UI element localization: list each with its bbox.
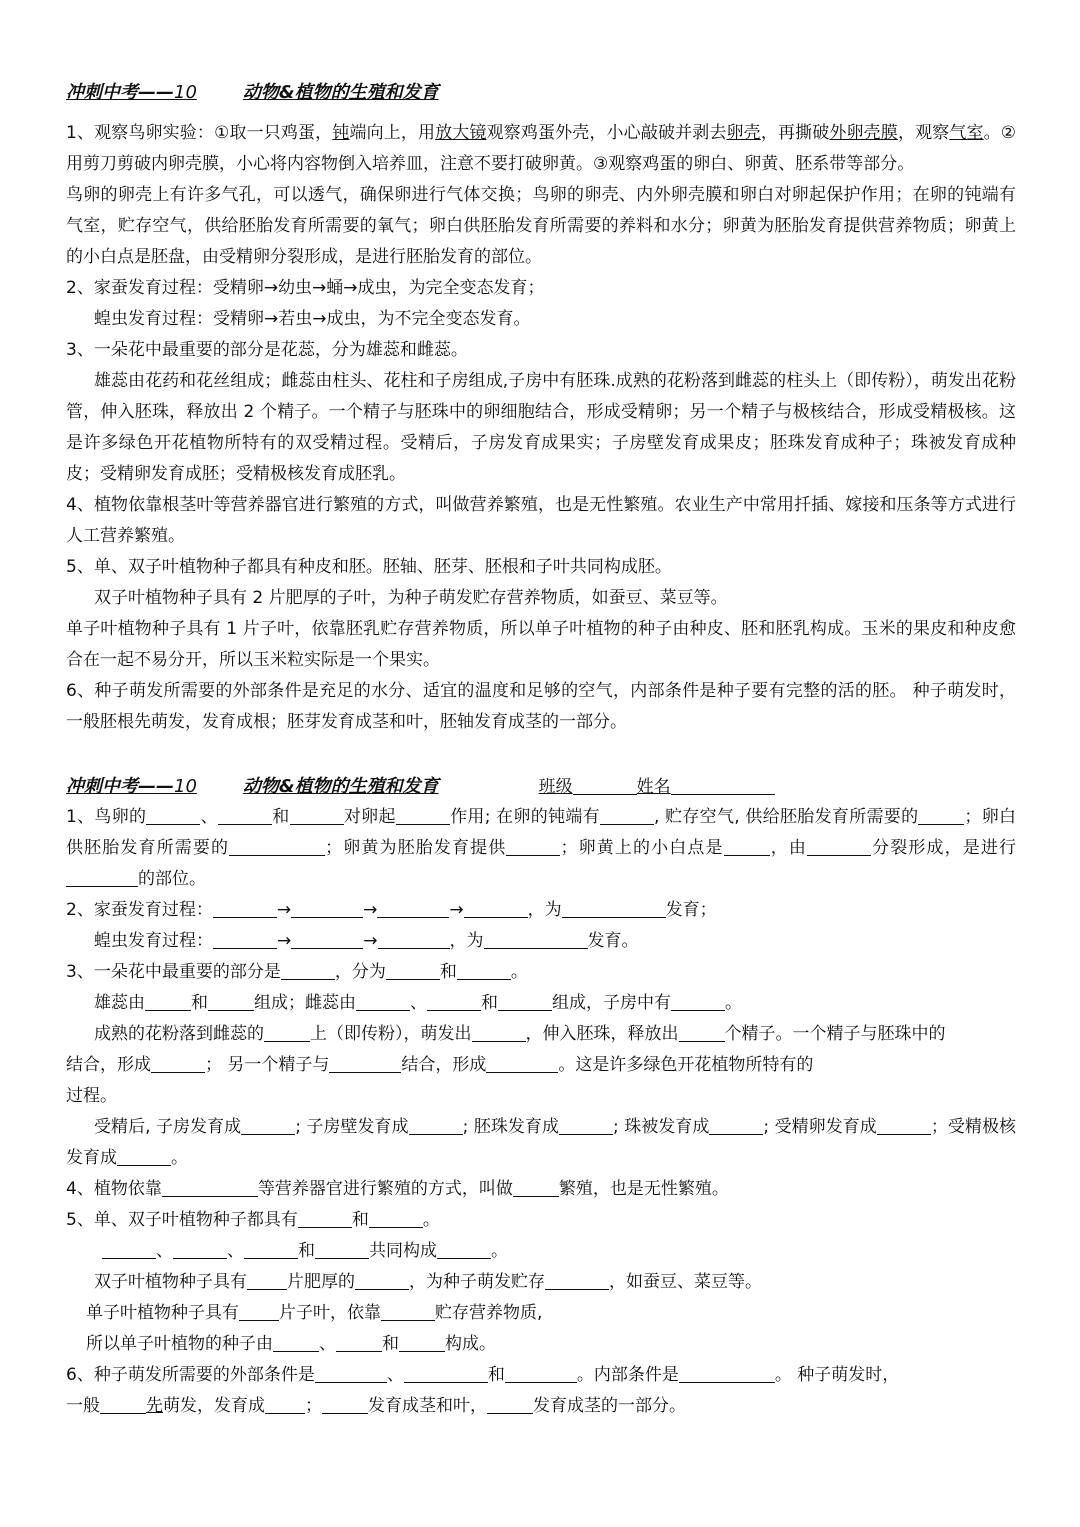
answer-blank[interactable] (381, 1302, 435, 1321)
answer-blank[interactable] (100, 1395, 146, 1414)
answer-blank[interactable] (484, 930, 588, 949)
answer-blank[interactable] (229, 837, 325, 856)
answer-blank[interactable] (281, 961, 335, 980)
answer-blank[interactable] (679, 1023, 725, 1042)
answer-blank[interactable] (545, 1271, 609, 1290)
answer-blank[interactable] (273, 1333, 319, 1352)
summary-paragraph-1: 1、观察鸟卵实验：①取一只鸡蛋，钝端向上，用放大镜观察鸡蛋外壳，小心敲破并剥去卵壳，再撕破外卵壳膜，观察气室。②用剪刀剪破内卵壳膜，小心将内容物倒入培养皿，注意不要打破卵黄。③观察鸡蛋的卵白、卵黄、胚系带等部分。 (66, 123, 1017, 174)
answer-blank[interactable] (145, 992, 191, 1011)
answer-blank[interactable] (208, 992, 254, 1011)
answer-blank[interactable] (66, 868, 138, 887)
answer-blank[interactable] (877, 1116, 931, 1135)
exercise-q3-structure: 雄蕊由 和 组成；雌蕊由 、 和 组成，子房中有 。 (94, 993, 742, 1013)
answer-blank[interactable] (472, 1023, 526, 1042)
answer-blank[interactable] (396, 806, 450, 825)
answer-blank[interactable] (213, 930, 277, 949)
exercise-q5: 5、单、双子叶植物种子都具有 和 。 (66, 1210, 440, 1230)
summary-paragraph-4: 蝗虫发育过程：受精卵→若虫→成虫，为不完全变态发育。 (94, 309, 531, 329)
class-label: 班级 (538, 777, 573, 797)
summary-paragraph-10: 单子叶植物种子具有 1 片子叶，依靠胚乳贮存营养物质，所以单子叶植物的种子由种皮、胚和胚乳构成。玉米的果皮和种皮愈合在一起不易分开，所以玉米粒实际是一个果实。 (66, 619, 1016, 670)
answer-blank[interactable] (486, 1054, 558, 1073)
exercise-q5-monocot: 单子叶植物种子具有 片子叶，依靠 贮存营养物质, (86, 1303, 543, 1323)
answer-blank[interactable] (355, 1271, 409, 1290)
answer-blank[interactable] (918, 806, 964, 825)
answer-blank[interactable] (241, 1116, 295, 1135)
answer-blank[interactable] (409, 1116, 463, 1135)
exercise-q2-locust: 蝗虫发育过程： → → ，为 发育。 (94, 931, 639, 951)
section-title-2 (66, 772, 1016, 798)
answer-blank[interactable] (315, 1240, 369, 1259)
answer-blank[interactable] (679, 1364, 775, 1383)
summary-paragraph-11: 6、种子萌发所需要的外部条件是充足的水分、适宜的温度和足够的空气，内部条件是种子要有完整的活的胚。 种子萌发时，一般胚根先萌发，发育成根；胚芽发育成茎和叶，胚轴发育成茎的一部分。 (66, 681, 1016, 732)
answer-blank[interactable] (487, 1395, 533, 1414)
answer-blank[interactable] (709, 1116, 763, 1135)
title-number: 10 (174, 82, 197, 103)
answer-blank[interactable] (291, 930, 363, 949)
exercise-q1: 1、鸟卵的 、 和 对卵起 作用; 在卵的钝端有 , 贮存空气, 供给胚胎发育所需要的 ；卵白供胚胎发育所需要的 ；卵黄为胚胎发育提供 ；卵黄上的小白点是 ，由 分裂形成，是进行的部位。 (66, 807, 1017, 889)
answer-blank[interactable] (356, 992, 410, 1011)
exercise-q5-monocot-seed: 所以单子叶植物的种子由 、 和 构成。 (86, 1334, 496, 1354)
answer-blank[interactable] (322, 1395, 368, 1414)
answer-blank[interactable] (671, 992, 725, 1011)
answer-blank[interactable] (498, 992, 552, 1011)
title-prefix: 冲刺中考—— (66, 776, 174, 797)
answer-blank[interactable] (315, 1364, 387, 1383)
section-title-1 (66, 78, 1016, 104)
exercise-q6: 6、种子萌发所需要的外部条件是 、 和 。内部条件是 。 种子萌发时， (66, 1365, 900, 1385)
answer-blank[interactable] (513, 1178, 559, 1197)
answer-blank[interactable] (244, 1240, 298, 1259)
title-prefix: 冲刺中考—— (66, 82, 174, 103)
answer-blank[interactable] (218, 806, 272, 825)
answer-blank[interactable] (291, 899, 363, 918)
summary-paragraph-6: 雄蕊由花药和花丝组成；雌蕊由柱头、花柱和子房组成,子房中有胚珠.成熟的花粉落到雌蕊的柱头上（即传粉），萌发出花粉管，伸入胚珠，释放出 2 个精子。一个精子与胚珠中的卵细胞结合，形成受精卵；另一个精子与极核结合，形成受精极核。这是许多绿色开花植物所特有的双受精过程。受精后，子房发育成果实；子房壁发育成果皮；胚珠发育成种子；珠被发育成种皮；受精卵发育成胚；受精极核发育成胚乳。 (66, 371, 1016, 484)
answer-blank[interactable] (173, 1240, 227, 1259)
title-text: 动物&植物的生殖和发育 (242, 82, 439, 103)
answer-blank[interactable] (162, 1178, 258, 1197)
title-text: 动物&植物的生殖和发育 (242, 776, 439, 797)
exercise-q3-development: 受精后, 子房发育成 ; 子房壁发育成 ; 胚珠发育成 ; 珠被发育成 ; 受精卵发育成 ；受精极核发育成 。 (66, 1117, 1017, 1168)
name-label: 姓名 (636, 777, 671, 797)
summary-paragraph-3: 2、家蚕发育过程：受精卵→幼虫→蛹→成虫，为完全变态发育； (66, 278, 545, 298)
summary-paragraph-2: 鸟卵的卵壳上有许多气孔，可以透气，确保卵进行气体交换；鸟卵的卵壳、内外卵壳膜和卵白对卵起保护作用；在卵的钝端有气室，贮存空气，供给胚胎发育所需要的氧气；卵白供胚胎发育所需要的养料和水分；卵黄为胚胎发育提供营养物质；卵黄上的小白点是胚盘，由受精卵分裂形成，是进行胚胎发育的部位。 (66, 185, 1016, 267)
answer-blank[interactable] (457, 961, 511, 980)
name-blank[interactable] (671, 776, 775, 795)
summary-paragraph-9: 双子叶植物种子具有 2 片肥厚的子叶，为种子萌发贮存营养物质，如蚕豆、菜豆等。 (94, 588, 728, 608)
summary-paragraph-8: 5、单、双子叶植物种子都具有种皮和胚。胚轴、胚芽、胚根和子叶共同构成胚。 (66, 557, 672, 577)
answer-blank[interactable] (404, 1364, 488, 1383)
answer-blank[interactable] (724, 837, 770, 856)
answer-blank[interactable] (369, 1209, 423, 1228)
answer-blank[interactable] (117, 1147, 171, 1166)
answer-blank[interactable] (336, 1333, 382, 1352)
exercise-q4: 4、植物依靠 等营养器官进行繁殖的方式，叫做 繁殖，也是无性繁殖。 (66, 1179, 729, 1199)
answer-blank[interactable] (600, 806, 654, 825)
answer-blank[interactable] (265, 1395, 305, 1414)
exercise-q2-silkworm: 2、家蚕发育过程： → → → ，为 发育； (66, 900, 717, 920)
answer-blank[interactable] (213, 899, 277, 918)
exercise-q5-embryo: 、 、 和 共同构成 。 (66, 1236, 1016, 1267)
answer-blank[interactable] (290, 806, 344, 825)
answer-blank[interactable] (386, 961, 440, 980)
answer-blank[interactable] (264, 1023, 310, 1042)
answer-blank[interactable] (102, 1240, 156, 1259)
answer-blank[interactable] (247, 1271, 287, 1290)
answer-blank[interactable] (399, 1333, 445, 1352)
answer-blank[interactable] (505, 1364, 577, 1383)
title-number: 10 (174, 776, 197, 797)
answer-blank[interactable] (329, 1054, 401, 1073)
answer-blank[interactable] (562, 899, 666, 918)
answer-blank[interactable] (378, 930, 450, 949)
answer-blank[interactable] (464, 899, 528, 918)
answer-blank[interactable] (559, 1116, 613, 1135)
answer-blank[interactable] (151, 1054, 205, 1073)
answer-blank[interactable] (146, 806, 200, 825)
summary-paragraph-5: 3、一朵花中最重要的部分是花蕊，分为雄蕊和雌蕊。 (66, 340, 468, 360)
exercise-q3-fertilization: 成熟的花粉落到雌蕊的 上（即传粉），萌发出 ，伸入胚珠，释放出 个精子。一个精子与胚珠中的 结合，形成 ； 另一个精子与 结合，形成 。这是许多绿色开花植物所特有的 过程。 (66, 1024, 946, 1106)
exercise-q3: 3、一朵花中最重要的部分是 ，分为 和 。 (66, 962, 528, 982)
worksheet-page (66, 78, 1016, 1422)
exercise-q5-dicot: 双子叶植物种子具有 片肥厚的 ，为种子萌发贮存 ，如蚕豆、菜豆等。 (94, 1272, 762, 1292)
answer-blank[interactable] (239, 1302, 279, 1321)
answer-blank[interactable] (377, 899, 449, 918)
class-blank[interactable] (573, 776, 637, 795)
answer-blank[interactable] (427, 992, 481, 1011)
answer-blank[interactable] (437, 1240, 491, 1259)
answer-blank[interactable] (298, 1209, 352, 1228)
student-info (539, 777, 775, 797)
answer-blank[interactable] (506, 837, 560, 856)
exercise-q6-germination: 一般 先萌发，发育成 ； 发育成茎和叶， 发育成茎的一部分。 (66, 1396, 686, 1416)
answer-blank[interactable] (807, 837, 871, 856)
summary-paragraph-7: 4、植物依靠根茎叶等营养器官进行繁殖的方式，叫做营养繁殖，也是无性繁殖。农业生产中常用扦插、嫁接和压条等方式进行人工营养繁殖。 (66, 495, 1016, 546)
